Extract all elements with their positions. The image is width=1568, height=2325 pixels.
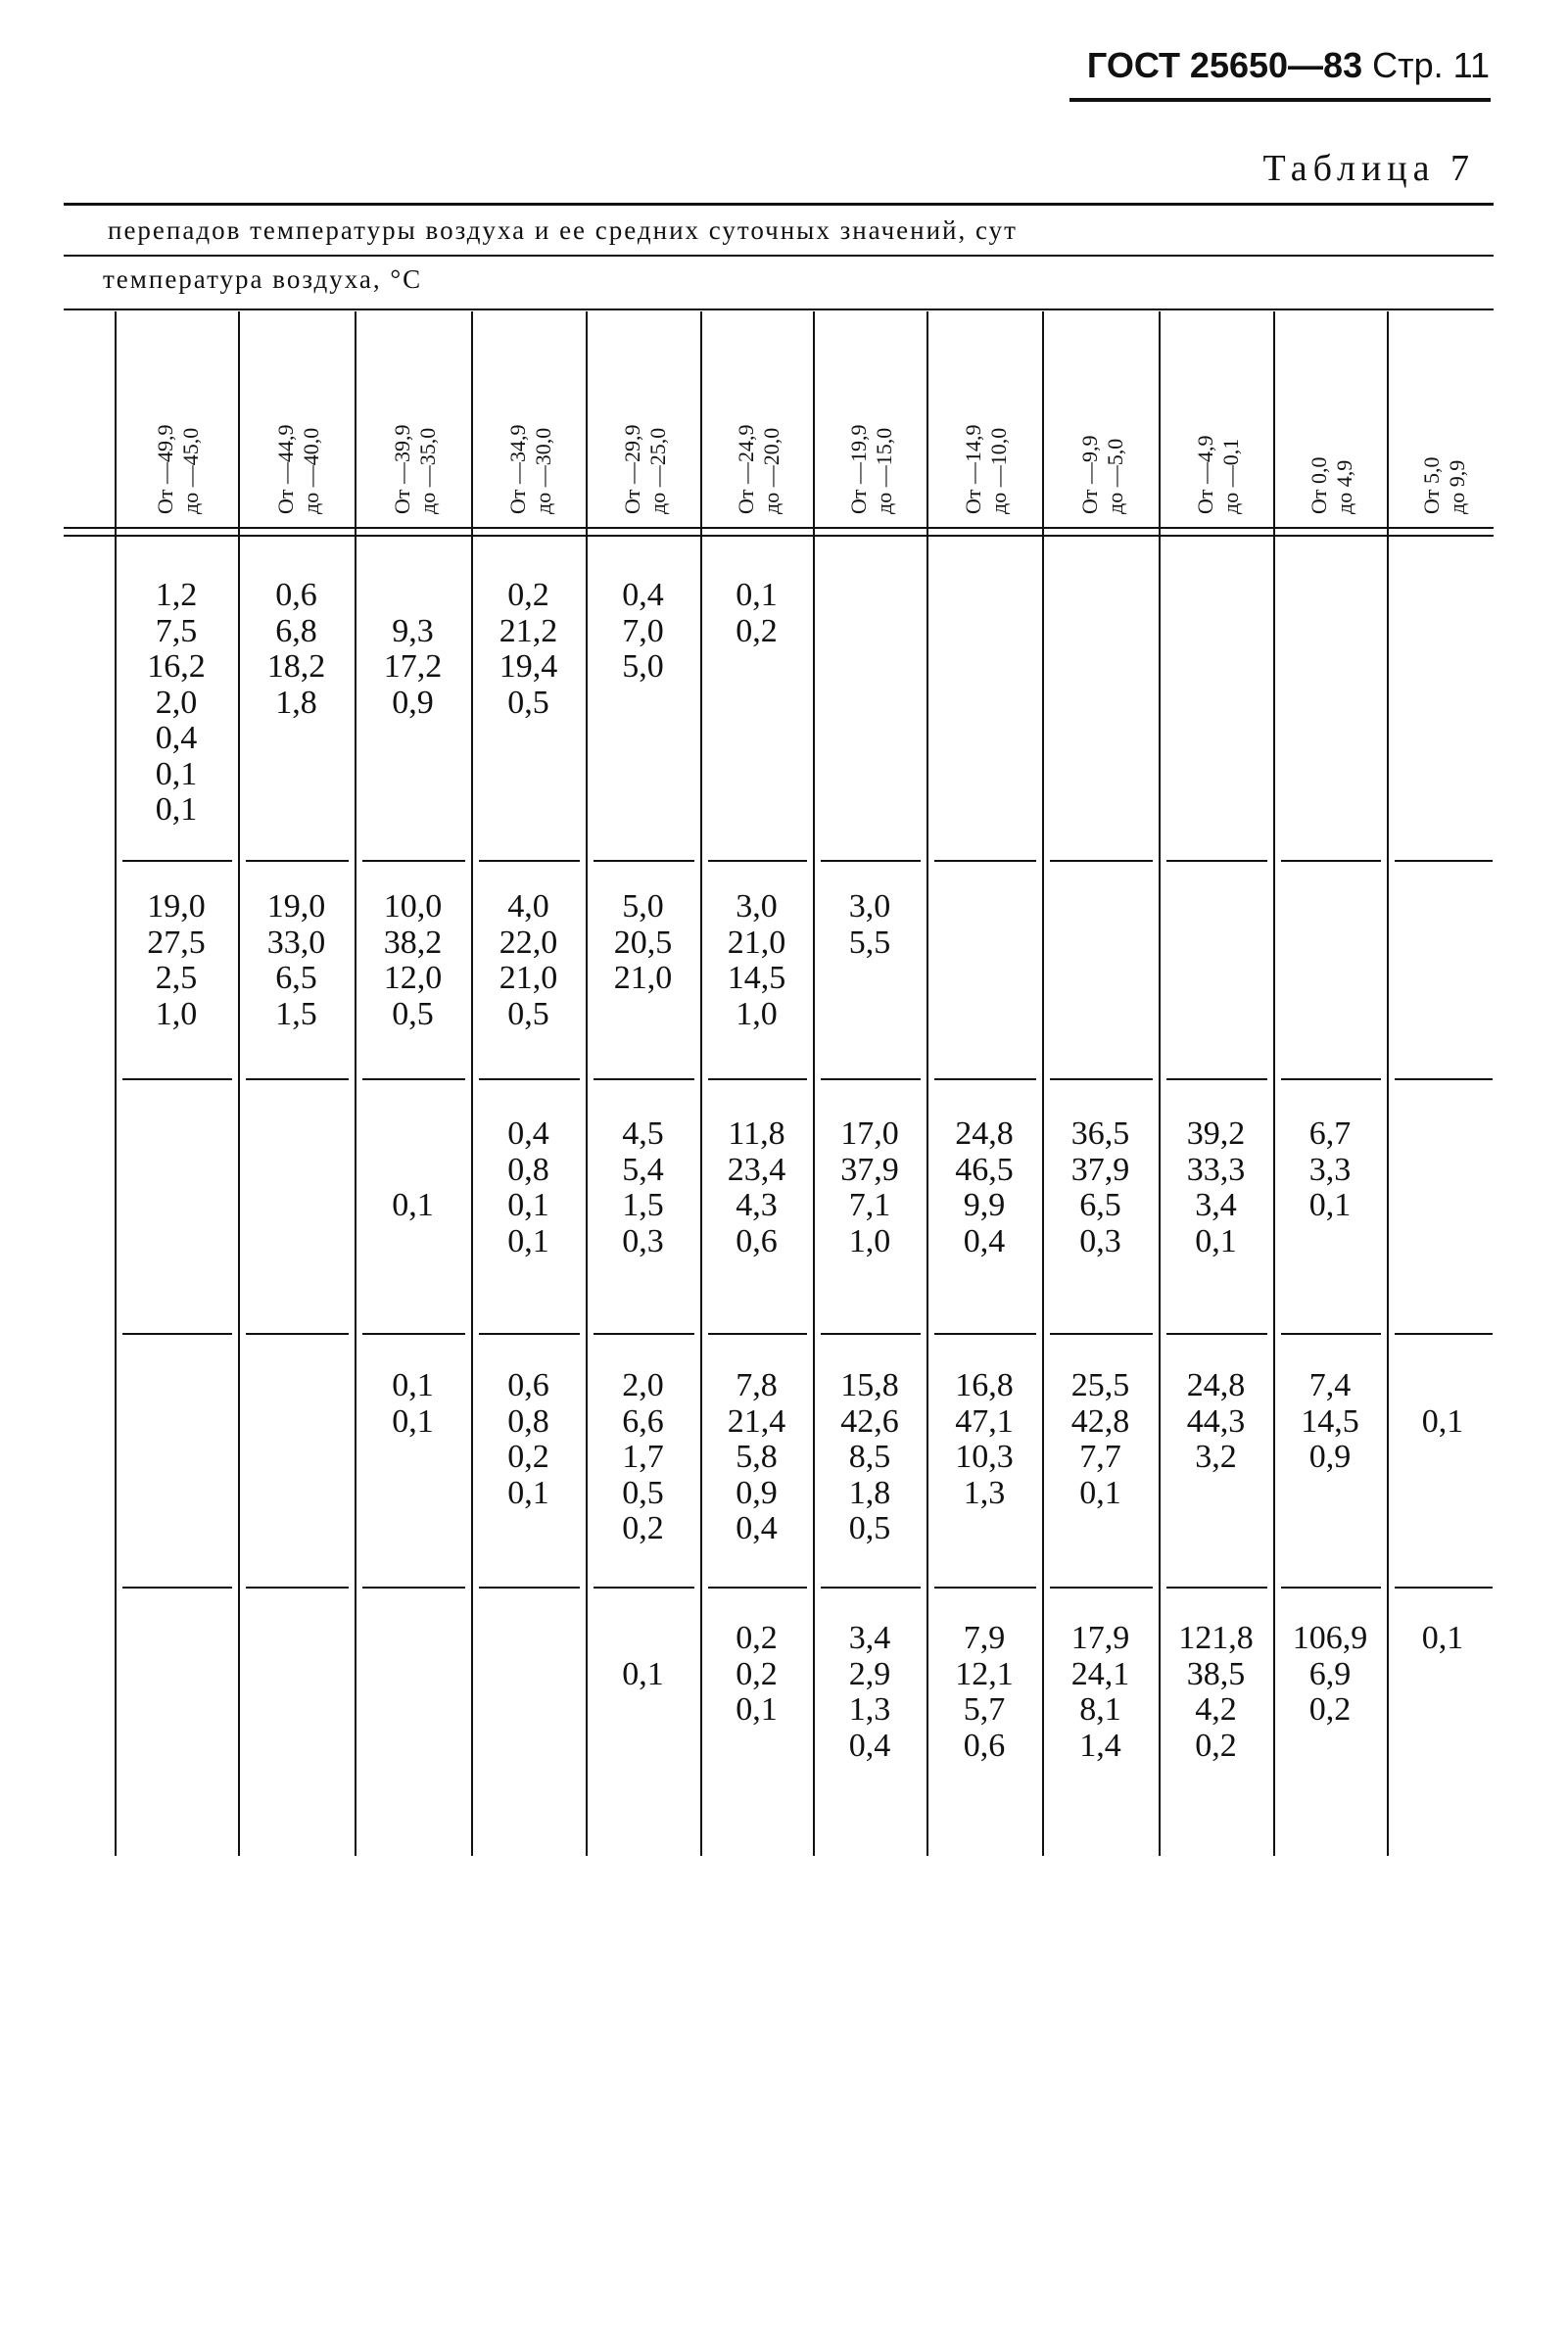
cell-value: 0,5: [622, 1474, 664, 1511]
column-header: [620, 424, 671, 514]
table-cell: [1273, 1116, 1387, 1224]
table-cell: [471, 889, 586, 1032]
cell-value: 8,1: [1079, 1691, 1121, 1728]
cell-value: 0,9: [1308, 1439, 1352, 1475]
cell-value: 16,2: [147, 648, 206, 685]
cell-value: 1,0: [736, 995, 778, 1032]
cell-value: 0,3: [622, 1222, 664, 1259]
row-separator: [708, 1078, 807, 1080]
table-cell: [813, 1368, 927, 1547]
row-separator: [479, 860, 580, 862]
column-header-to: до —35,0: [414, 427, 440, 514]
row-separator: [362, 860, 465, 862]
table-cell: [1273, 1621, 1387, 1729]
cell-value: 1,5: [622, 1187, 664, 1223]
cell-value: 24,1: [1070, 1655, 1130, 1692]
cell-value: 2,9: [848, 1655, 891, 1692]
column-header-to: до —45,0: [178, 427, 203, 514]
cell-value: 2,0: [155, 684, 198, 721]
cell-value: 14,5: [727, 960, 786, 996]
cell-value: 5,4: [622, 1151, 664, 1188]
cell-value: 21,0: [727, 924, 786, 961]
cell-value: [1387, 1368, 1498, 1404]
caption-line-1: перепадов температуры воздуха и ее средних суточных значений, сут: [108, 215, 1018, 245]
table-top-rule: [64, 203, 1494, 206]
cell-value: 24,8: [1186, 1367, 1246, 1403]
table-cell: [927, 1368, 1042, 1511]
row-separator: [1395, 860, 1493, 862]
cell-value: 1,5: [275, 995, 317, 1032]
row-separator: [594, 1078, 694, 1080]
cell-value: [586, 1621, 700, 1657]
cell-value: 0,1: [736, 577, 778, 613]
cell-value: 39,2: [1186, 1115, 1246, 1152]
column-header: [961, 424, 1012, 514]
cell-value: 5,7: [963, 1691, 1006, 1728]
cell-value: 25,5: [1070, 1367, 1130, 1403]
cell-value: 3,4: [1195, 1187, 1237, 1223]
cell-value: 0,2: [1195, 1727, 1237, 1764]
cell-value: 27,5: [147, 924, 206, 961]
table-cell: [813, 1116, 927, 1259]
cell-value: 0,1: [1079, 1474, 1121, 1511]
cell-value: 21,2: [499, 612, 558, 649]
column-divider: [115, 311, 117, 1856]
column-header-from: От —39,9: [389, 424, 414, 514]
cell-value: 0,4: [507, 1115, 549, 1152]
caption-rule: [64, 255, 1494, 257]
row-separator: [594, 860, 694, 862]
cell-value: 0,2: [622, 1510, 664, 1546]
row-separator: [934, 1587, 1036, 1589]
row-separator: [362, 1333, 465, 1335]
row-separator: [1050, 1078, 1153, 1080]
row-separator: [1395, 1333, 1493, 1335]
table-cell: [927, 1116, 1042, 1259]
cell-value: 0,1: [1308, 1187, 1352, 1223]
cell-value: 9,9: [963, 1187, 1006, 1223]
cell-value: 0,4: [155, 720, 198, 756]
cell-value: 24,8: [955, 1115, 1014, 1152]
cell-value: 33,3: [1186, 1151, 1246, 1188]
cell-value: 42,6: [840, 1402, 899, 1440]
table-cell: [586, 1368, 700, 1547]
cell-value: 1,0: [155, 995, 198, 1032]
row-separator: [821, 860, 921, 862]
cell-value: 12,0: [383, 960, 443, 996]
cell-value: 0,8: [507, 1151, 549, 1188]
cell-value: 16,8: [955, 1367, 1014, 1403]
cell-value: 0,1: [155, 755, 198, 792]
cell-value: 19,0: [147, 888, 206, 925]
cell-value: 7,4: [1308, 1367, 1352, 1403]
row-separator: [246, 1587, 349, 1589]
column-header-from: От —14,9: [961, 424, 985, 514]
row-separator: [1395, 1078, 1493, 1080]
cell-value: 1,0: [848, 1222, 891, 1259]
column-header-to: до —30,0: [530, 427, 555, 514]
row-separator: [821, 1078, 921, 1080]
cell-value: 12,1: [955, 1655, 1014, 1692]
column-header: [1419, 456, 1470, 514]
column-header-from: От —49,9: [153, 424, 177, 514]
cell-value: 6,6: [622, 1402, 664, 1440]
column-header-from: От 0,0: [1307, 456, 1331, 514]
cell-value: 3,3: [1308, 1151, 1352, 1188]
column-header-from: От —34,9: [504, 424, 530, 514]
table-cell: [355, 1368, 471, 1440]
cell-value: 4,5: [622, 1115, 664, 1152]
row-separator: [1166, 1587, 1267, 1589]
cell-value: 0,4: [963, 1222, 1006, 1259]
cell-value: 0,2: [507, 577, 549, 613]
cell-value: 19,4: [499, 648, 558, 685]
standard-header: [1087, 45, 1490, 86]
cell-value: 33,0: [266, 924, 326, 961]
table-cell: [586, 889, 700, 997]
cell-value: 47,1: [955, 1402, 1014, 1440]
cell-value: 0,9: [392, 684, 434, 721]
cell-value: 0,6: [963, 1727, 1006, 1764]
cell-value: 0,1: [392, 1367, 434, 1403]
page-number: Стр. 11: [1372, 45, 1490, 85]
cell-value: 0,1: [507, 1474, 549, 1511]
cell-value: 37,9: [1070, 1151, 1130, 1188]
column-divider: [471, 311, 473, 1856]
row-separator: [934, 1078, 1036, 1080]
row-separator: [1281, 1333, 1381, 1335]
cell-value: 1,3: [848, 1691, 891, 1728]
table-cell: [586, 578, 700, 686]
cell-value: 22,0: [499, 924, 558, 961]
table-cell: [1159, 1116, 1273, 1259]
cell-value: 0,9: [736, 1474, 778, 1511]
row-separator: [1050, 1587, 1153, 1589]
column-header-to: до 4,9: [1332, 459, 1356, 514]
table-cell: [1042, 1621, 1159, 1764]
cell-value: 0,1: [1421, 1620, 1464, 1656]
cell-value: 7,1: [848, 1187, 891, 1223]
cell-value: 0,5: [507, 684, 549, 721]
cell-value: 2,5: [155, 960, 198, 996]
column-header: [1077, 435, 1128, 514]
column-header: [734, 424, 784, 514]
table-cell: [1387, 1621, 1498, 1657]
table-cell: [927, 1621, 1042, 1764]
column-header-from: От —29,9: [619, 424, 644, 514]
cell-value: 3,0: [848, 888, 891, 925]
cell-value: 5,0: [622, 648, 664, 685]
cell-value: 38,2: [383, 924, 443, 961]
row-separator: [1395, 1587, 1493, 1589]
cell-value: 19,0: [266, 888, 326, 925]
cell-value: 17,9: [1070, 1620, 1130, 1656]
table-cell: [700, 889, 813, 1032]
cell-value: 0,3: [1079, 1222, 1121, 1259]
cell-value: 17,2: [383, 648, 443, 685]
row-separator: [1166, 1078, 1267, 1080]
column-header-to: до —0,1: [1217, 438, 1243, 514]
table-cell: [238, 889, 355, 1032]
cell-value: 0,1: [622, 1655, 664, 1692]
column-header: [390, 424, 441, 514]
cell-value: 0,5: [392, 995, 434, 1032]
cell-value: 6,5: [1079, 1187, 1121, 1223]
cell-value: 0,8: [507, 1402, 549, 1440]
cell-value: 7,7: [1079, 1439, 1121, 1475]
row-separator: [1281, 1078, 1381, 1080]
cell-value: 17,0: [840, 1115, 899, 1152]
row-separator: [122, 1078, 232, 1080]
cell-value: 1,2: [155, 577, 198, 613]
column-header-from: От —4,9: [1192, 435, 1217, 514]
cell-value: 1,8: [848, 1474, 891, 1511]
column-header-to: до —20,0: [758, 427, 784, 514]
row-separator: [362, 1078, 465, 1080]
column-header-to: до —40,0: [298, 427, 323, 514]
header-rule: [1069, 98, 1491, 102]
column-divider: [238, 311, 240, 1856]
table-cell: [700, 1368, 813, 1547]
column-header-bottom-rule: [64, 527, 1494, 529]
table-cell: [1159, 1621, 1273, 1764]
row-separator: [246, 860, 349, 862]
row-separator: [1166, 860, 1267, 862]
cell-value: 4,2: [1195, 1691, 1237, 1728]
row-separator: [1166, 1333, 1267, 1335]
cell-value: 10,3: [955, 1439, 1014, 1475]
cell-value: 0,2: [736, 1620, 778, 1656]
cell-value: 7,9: [963, 1620, 1006, 1656]
row-separator: [821, 1587, 921, 1589]
cell-value: 21,0: [499, 960, 558, 996]
row-separator: [122, 860, 232, 862]
table-cell: [355, 889, 471, 1032]
cell-value: 1,7: [622, 1439, 664, 1475]
table-cell: [700, 1116, 813, 1259]
cell-value: 0,1: [392, 1187, 434, 1223]
row-separator: [362, 1587, 465, 1589]
table-cell: [700, 1621, 813, 1729]
cell-value: 14,5: [1301, 1402, 1359, 1440]
cell-value: 0,2: [507, 1439, 549, 1475]
cell-value: 1,8: [275, 684, 317, 721]
row-separator: [708, 1587, 807, 1589]
cell-value: 36,5: [1070, 1115, 1130, 1152]
row-separator: [594, 1333, 694, 1335]
table-cell: [1387, 1368, 1498, 1440]
caption-line-2: температура воздуха, °С: [103, 264, 423, 294]
cell-value: 0,1: [155, 791, 198, 828]
row-separator: [594, 1587, 694, 1589]
row-separator: [934, 860, 1036, 862]
cell-value: 3,0: [736, 888, 778, 925]
row-separator: [246, 1333, 349, 1335]
cell-value: 0,1: [507, 1222, 549, 1259]
column-header: [273, 424, 324, 514]
cell-value: 0,2: [736, 612, 778, 649]
row-separator: [1050, 1333, 1153, 1335]
cell-value: 7,8: [736, 1367, 778, 1403]
row-separator: [708, 860, 807, 862]
cell-value: 5,0: [622, 888, 664, 925]
row-separator: [708, 1333, 807, 1335]
cell-value: 23,4: [727, 1151, 786, 1188]
table-cell: [586, 1621, 700, 1692]
cell-value: 18,2: [266, 648, 326, 685]
column-header: [505, 424, 556, 514]
cell-value: 0,2: [1308, 1691, 1352, 1728]
cell-value: 0,1: [507, 1187, 549, 1223]
column-divider: [355, 311, 356, 1856]
column-header-from: От —24,9: [733, 424, 758, 514]
row-separator: [934, 1333, 1036, 1335]
cell-value: 0,1: [1195, 1222, 1237, 1259]
cell-value: 0,2: [736, 1655, 778, 1692]
cell-value: 6,9: [1308, 1655, 1352, 1692]
table-cell: [471, 1116, 586, 1259]
cell-value: 121,8: [1178, 1620, 1254, 1656]
cell-value: 21,0: [613, 960, 673, 996]
column-header: [1193, 435, 1244, 514]
cell-value: 20,5: [613, 924, 673, 961]
column-header-from: От —44,9: [272, 424, 298, 514]
cell-value: 38,5: [1186, 1655, 1246, 1692]
table-title: Таблица 7: [1262, 148, 1475, 189]
table-cell: [238, 578, 355, 721]
table-cell: [115, 578, 238, 829]
column-header-to: до 9,9: [1445, 459, 1469, 514]
table-cell: [700, 578, 813, 649]
cell-value: 6,7: [1308, 1115, 1352, 1152]
table-cell: [1042, 1116, 1159, 1259]
cell-value: 44,3: [1186, 1402, 1246, 1440]
cell-value: 6,5: [275, 960, 317, 996]
cell-value: 0,1: [736, 1691, 778, 1728]
cell-value: 0,4: [622, 577, 664, 613]
cell-value: 21,4: [727, 1402, 786, 1440]
cell-value: 46,5: [955, 1151, 1014, 1188]
cell-value: 0,5: [507, 995, 549, 1032]
row-separator: [1281, 1587, 1381, 1589]
cell-value: 0,6: [275, 577, 317, 613]
column-header-from: От —19,9: [846, 424, 871, 514]
row-separator: [246, 1078, 349, 1080]
table-cell: [586, 1116, 700, 1259]
cell-value: 5,5: [848, 924, 891, 961]
cell-value: [355, 1153, 471, 1189]
table-cell: [1159, 1368, 1273, 1476]
row-separator: [821, 1333, 921, 1335]
row-separator: [122, 1587, 232, 1589]
cell-value: 7,0: [622, 612, 664, 649]
column-header-top-rule: [64, 308, 1494, 310]
column-header-to: до —10,0: [986, 427, 1011, 514]
cell-value: 15,8: [840, 1367, 899, 1403]
cell-value: 11,8: [728, 1115, 785, 1152]
cell-value: 1,3: [963, 1474, 1006, 1511]
cell-value: 0,1: [1421, 1402, 1464, 1440]
row-separator: [479, 1587, 580, 1589]
cell-value: 0,1: [392, 1402, 434, 1440]
table-cell: [355, 578, 471, 721]
table-cell: [1273, 1368, 1387, 1476]
table-cell: [813, 1621, 927, 1764]
table-cell: [471, 1368, 586, 1511]
column-header-to: до —25,0: [644, 427, 670, 514]
column-header-from: От 5,0: [1419, 456, 1444, 514]
column-header: [153, 424, 204, 514]
cell-value: 0,5: [848, 1510, 891, 1546]
row-separator: [122, 1333, 232, 1335]
cell-value: 7,5: [155, 612, 198, 649]
column-header-to: до —5,0: [1102, 438, 1127, 514]
cell-value: 3,2: [1195, 1439, 1237, 1475]
cell-value: [355, 578, 471, 614]
row-separator: [479, 1078, 580, 1080]
cell-value: 4,3: [736, 1187, 778, 1223]
cell-value: 0,6: [736, 1222, 778, 1259]
cell-value: [355, 1116, 471, 1153]
cell-value: 0,4: [736, 1510, 778, 1546]
column-header-from: От —9,9: [1076, 435, 1102, 514]
cell-value: 106,9: [1292, 1620, 1368, 1656]
cell-value: 2,0: [622, 1367, 664, 1403]
table-cell: [115, 889, 238, 1032]
row-separator: [1281, 860, 1381, 862]
cell-value: 37,9: [840, 1151, 899, 1188]
cell-value: 0,6: [507, 1367, 549, 1403]
table-cell: [1042, 1368, 1159, 1511]
column-header-bottom-rule-2: [64, 535, 1494, 537]
cell-value: 8,5: [848, 1439, 891, 1475]
cell-value: 4,0: [507, 888, 549, 925]
table-cell: [813, 889, 927, 961]
table-cell: [355, 1116, 471, 1224]
cell-value: 1,4: [1079, 1727, 1121, 1764]
cell-value: 10,0: [383, 888, 443, 925]
standard-number: ГОСТ 25650—83: [1086, 45, 1363, 85]
cell-value: 0,4: [848, 1727, 891, 1764]
column-header: [846, 424, 897, 514]
cell-value: 42,8: [1070, 1402, 1130, 1440]
cell-value: 3,4: [848, 1620, 891, 1656]
table-cell: [471, 578, 586, 721]
cell-value: 9,3: [392, 612, 434, 649]
cell-value: 6,8: [275, 612, 317, 649]
cell-value: 5,8: [736, 1439, 778, 1475]
row-separator: [1050, 860, 1153, 862]
column-header-to: до —15,0: [872, 427, 896, 514]
row-separator: [479, 1333, 580, 1335]
column-header: [1307, 456, 1357, 514]
